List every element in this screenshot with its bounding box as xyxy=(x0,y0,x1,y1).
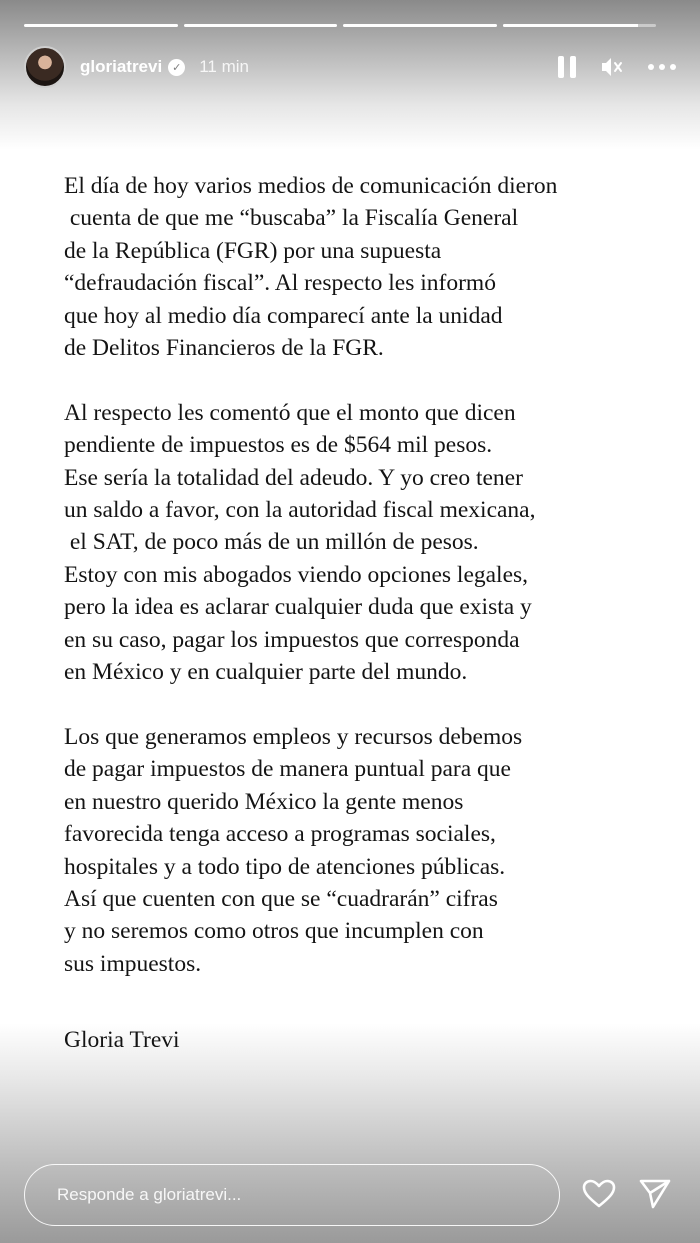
heart-icon[interactable] xyxy=(582,1179,616,1209)
letter-paragraph xyxy=(64,170,684,364)
letter-line: el SAT, de poco más de un millón de pesos. xyxy=(64,529,479,556)
verified-badge-icon: ✓ xyxy=(168,59,185,76)
letter-line: El día de hoy varios medios de comunicación dieron xyxy=(64,173,558,199)
progress-segment xyxy=(24,24,178,27)
letter-line: pero la idea es aclarar cualquier duda que exista y xyxy=(64,594,532,621)
letter-line: pendiente de impuestos es de $564 mil pesos. xyxy=(64,432,493,459)
pause-icon[interactable] xyxy=(558,56,576,78)
letter-line: en México y en cualquier parte del mundo. xyxy=(64,659,468,686)
progress-segment xyxy=(503,24,657,27)
signature: Gloria Trevi xyxy=(64,1027,180,1053)
letter-line: y no seremos como otros que incumplen con xyxy=(64,918,484,945)
letter-line: de Delitos Financieros de la FGR. xyxy=(64,335,384,362)
letter-line: Así que cuenten con que se “cuadrarán” cifras xyxy=(64,885,498,912)
post-time: 11 min xyxy=(199,57,249,76)
letter-line: cuenta de que me “buscaba” la Fiscalía General xyxy=(64,205,519,232)
letter-paragraph xyxy=(64,721,684,980)
letter-line: un saldo a favor, con la autoridad fiscal mexicana, xyxy=(64,497,536,524)
letter-line: Ese sería la totalidad del adeudo. Y yo creo tener xyxy=(64,464,523,491)
story-controls xyxy=(558,56,676,78)
muted-speaker-icon[interactable] xyxy=(600,56,624,78)
letter-line: Estoy con mis abogados viendo opciones legales, xyxy=(64,561,529,588)
story-header xyxy=(24,45,676,89)
progress-segment-fill xyxy=(503,24,638,27)
letter-line: que hoy al medio día comparecí ante la unidad xyxy=(64,302,503,329)
progress-segment xyxy=(184,24,338,27)
progress-segment-fill xyxy=(184,24,338,27)
progress-segment-fill xyxy=(343,24,497,27)
send-icon[interactable] xyxy=(638,1178,672,1210)
more-options-icon[interactable] xyxy=(648,64,676,70)
progress-segment xyxy=(343,24,497,27)
letter-paragraph xyxy=(64,397,684,689)
letter-line: Los que generamos empleos y recursos debemos xyxy=(64,723,523,750)
letter-line: hospitales y a todo tipo de atenciones públicas. xyxy=(64,853,506,880)
avatar[interactable] xyxy=(24,46,66,88)
letter-line: Al respecto les comentó que el monto que dicen xyxy=(64,399,516,426)
reply-bar[interactable] xyxy=(24,1164,560,1226)
letter-line: de pagar impuestos de manera puntual para que xyxy=(64,756,511,783)
story-progress-bar xyxy=(24,24,656,27)
reply-input[interactable] xyxy=(55,1184,559,1206)
letter-line: favorecida tenga acceso a programas sociales, xyxy=(64,821,496,848)
progress-segment-fill xyxy=(24,24,178,27)
letter-line: “defraudación fiscal”. Al respecto les informó xyxy=(64,270,496,297)
letter-line: en su caso, pagar los impuestos que corresponda xyxy=(64,626,520,653)
letter-line: en nuestro querido México la gente menos xyxy=(64,788,464,815)
letter-line: sus impuestos. xyxy=(64,950,202,977)
statement-letter xyxy=(64,170,684,1013)
letter-line: de la República (FGR) por una supuesta xyxy=(64,237,442,264)
username[interactable]: gloriatrevi xyxy=(80,57,163,76)
